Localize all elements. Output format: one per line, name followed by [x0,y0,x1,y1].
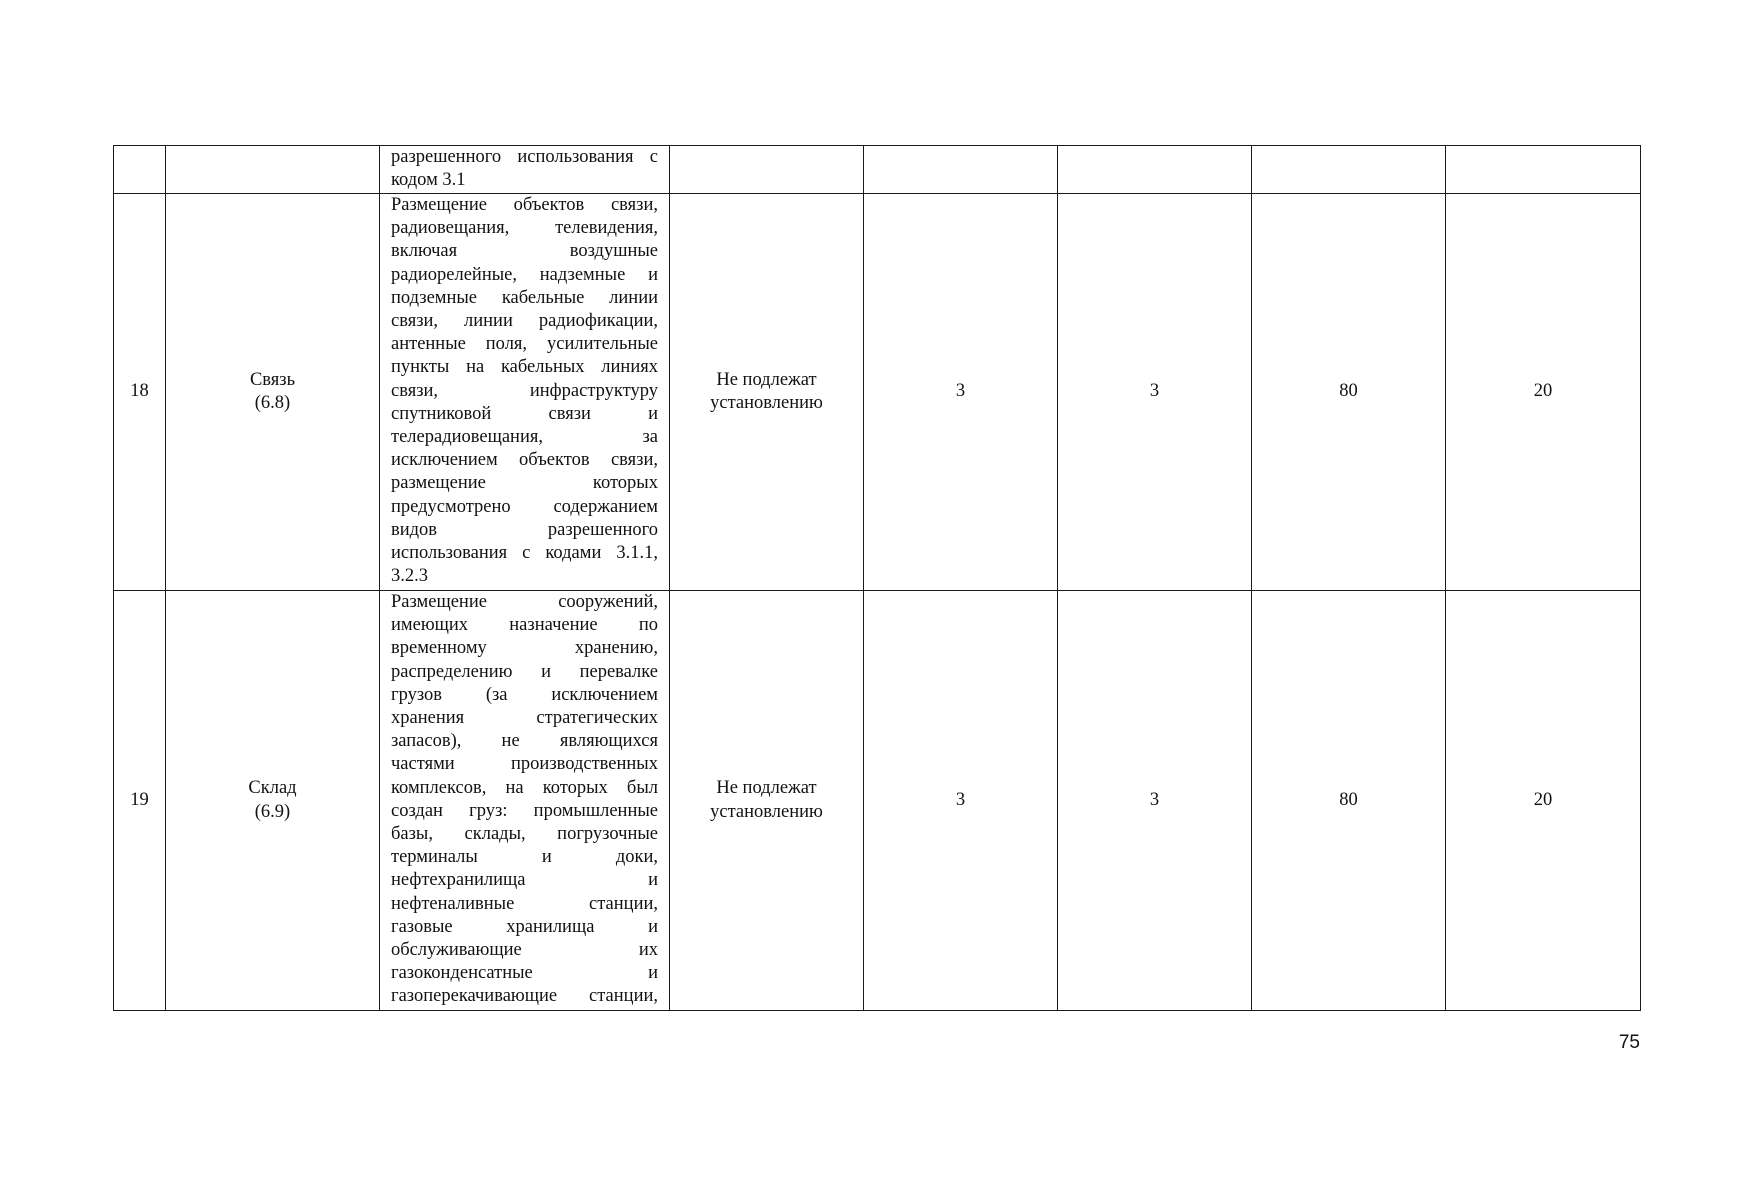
description-line: включая воздушные [391,241,658,262]
cell-col7: 80 [1252,194,1446,591]
cell-number: 18 [114,194,166,591]
cell-name [166,146,380,194]
description-line: пункты на кабельных линиях [391,357,658,378]
regulations-table [113,145,1641,1011]
description-line: 3.2.3 [391,566,428,587]
description-line: исключением объектов связи, [391,450,658,471]
description-line: хранения стратегических [391,708,658,729]
description-line: видов разрешенного [391,519,658,540]
description-line: обслуживающие их [391,940,658,961]
description-line: имеющих назначение по [391,615,658,636]
cell-name [166,591,380,1011]
cell-col4 [670,146,864,194]
description-line: газоперекачивающие станции, [391,986,658,1007]
description-line: грузов (за исключением [391,684,658,705]
cell-col4 [670,591,864,1011]
description-line: газоконденсатные и [391,963,658,984]
description-line: телерадиовещания, за [391,427,658,448]
cell-name [166,194,380,591]
cell-col7 [1252,146,1446,194]
use-name: Склад [248,778,297,799]
cell-description [380,146,670,194]
cell-col5: 3 [864,591,1058,1011]
not-established-text: установлению [710,801,823,822]
description-line: нефтеналивные станции, [391,893,658,914]
description-line: частями производственных [391,754,658,775]
cell-col5: 3 [864,194,1058,591]
description-line: спутниковой связи и [391,403,658,424]
description-line: радиовещания, телевидения, [391,218,658,239]
table-row-18 [114,194,1641,591]
description-line: распределению и перевалке [391,661,658,682]
description-line: терминалы и доки, [391,847,658,868]
cell-col6: 3 [1058,591,1252,1011]
cell-description [380,194,670,591]
description-line: временному хранению, [391,638,658,659]
table-row-19 [114,591,1641,1011]
description-line: создан груз: промышленные [391,800,658,821]
use-code: (6.8) [254,393,291,413]
description-line: запасов), не являющихся [391,731,658,752]
description-line: разрешенного использования с [391,147,658,167]
cell-description [380,591,670,1011]
cell-number [114,146,166,194]
not-established-text: Не подлежат [716,778,817,799]
cell-col5 [864,146,1058,194]
description-line: использования с кодами 3.1.1, [391,543,658,564]
cell-col7: 80 [1252,591,1446,1011]
cell-col8: 20 [1446,194,1641,591]
cell-col6: 3 [1058,194,1252,591]
use-name: Связь [249,369,296,390]
description-line: антенные поля, усилительные [391,334,658,355]
description-line: кодом 3.1 [391,170,466,191]
description-line: базы, склады, погрузочные [391,824,658,845]
cell-col8: 20 [1446,591,1641,1011]
description-line: предусмотрено содержанием [391,496,658,517]
description-line: Размещение объектов связи, [391,195,658,215]
description-line: связи, линии радиофикации, [391,311,658,332]
description-line: нефтехранилища и [391,870,658,891]
not-established-text: Не подлежат [716,369,817,390]
table-row-continued [114,146,1641,194]
cell-col6 [1058,146,1252,194]
description-line: размещение которых [391,473,658,494]
description-line: связи, инфраструктуру [391,380,658,401]
page-number: 75 [1618,1032,1640,1053]
description-line: комплексов, на которых был [391,777,658,798]
use-code: (6.9) [254,801,291,822]
cell-col8 [1446,146,1641,194]
description-line: газовые хранилища и [391,916,658,937]
description-line: Размещение сооружений, [391,592,658,612]
description-line: радиорелейные, надземные и [391,264,658,285]
not-established-text: установлению [710,393,823,413]
cell-col4 [670,194,864,591]
description-line: подземные кабельные линии [391,287,658,308]
cell-number: 19 [114,591,166,1011]
